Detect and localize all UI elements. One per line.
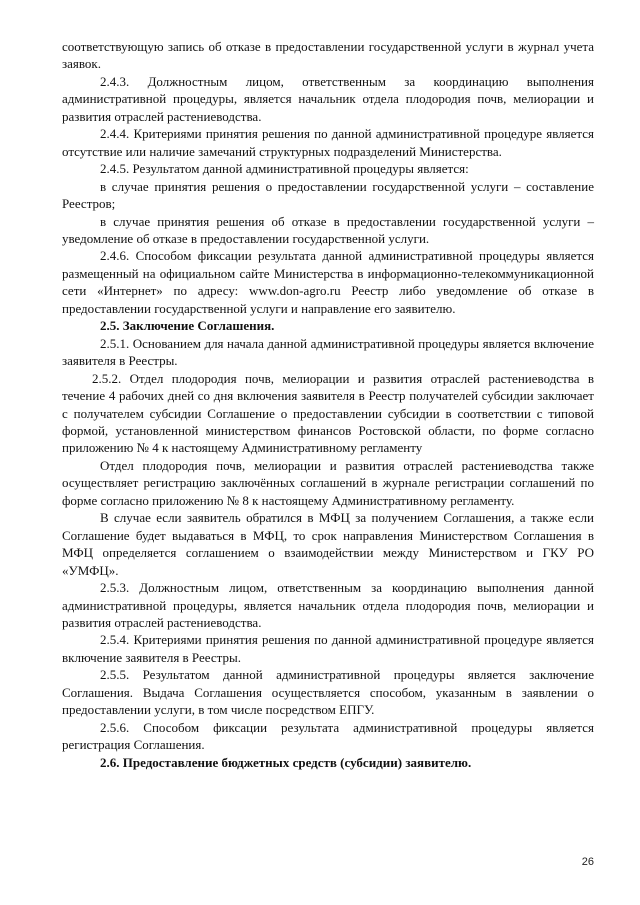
paragraph: 2.5.4. Критериями принятия решения по данной административной процедуре является включение заявителя в Реестры. — [62, 632, 594, 665]
paragraph: 2.5.2. Отдел плодородия почв, мелиорации и развития отраслей растениеводства в течение 4 рабочих дней со дня включения заявителя в Реестр получателей субсидии заключает с получателем субсидии Соглашение о предоставлении субсидии в соответствии с типовой формой, установленной министерством финансов Ростовской области, по форме согласно приложению № 4 к настоящему Административному регламенту — [62, 370, 594, 456]
section-heading: 2.6. Предоставление бюджетных средств (субсидии) заявителю. — [100, 754, 472, 770]
paragraph: 2.5.3. Должностным лицом, ответственным за координацию выполнения данной административной процедуры, является начальник отдела плодородия почв, мелиорации и развития отраслей растениеводства. — [62, 580, 594, 630]
paragraph: 2.4.3. Должностным лицом, ответственным за координацию выполнения административной процедуры, является начальник отдела плодородия почв, мелиорации и развития отраслей растениеводства. — [62, 73, 594, 124]
paragraph: в случае принятия решения об отказе в предоставлении государственной услуги – уведомление об отказе в предоставлении государственной услуги. — [62, 213, 594, 246]
page-number: 26 — [581, 856, 594, 868]
paragraph: Отдел плодородия почв, мелиорации и развития отраслей растениеводства также осуществляет регистрацию заключённых соглашений в журнале регистрации соглашений по форме согласно приложению № 8 к настоящему Административному регламенту. — [62, 457, 594, 508]
paragraph: в случае принятия решения о предоставлении государственной услуги – составление Реестров; — [62, 178, 594, 212]
paragraph: 2.4.6. Способом фиксации результата данной административной процедуры является размещенный на официальном сайте Министерства в информационно-телекоммуникационной сети «Интернет» по адресу: www.don-agro.ru Реестр либо уведомление об отказе в предоставлении государственной услуги и направление его заявителю. — [62, 248, 594, 316]
paragraph: 2.5.1. Основанием для начала данной административной процедуры является включение заявителя в Реестры. — [62, 335, 594, 369]
paragraph: 2.5.5. Результатом данной административной процедуры является заключение Соглашения. Выдача Соглашения осуществляется способом, указанным в заявлении о предоставлении услуги, в том числе посредством ЕПГУ. — [62, 667, 594, 718]
paragraph: соответствующую запись об отказе в предоставлении государственной услуги в журнал учета заявок. — [62, 39, 594, 72]
paragraph: В случае если заявитель обратился в МФЦ за получением Соглашения, а также если Соглашение будет выдаваться в МФЦ, то срок направления Министерством Соглашения в МФЦ определяется соглашением о взаимодействии между Министерством и ГКУ РО «УМФЦ». — [62, 510, 594, 578]
section-heading: 2.5. Заключение Соглашения. — [100, 318, 275, 334]
paragraph: 2.4.4. Критериями принятия решения по данной административной процедуре является отсутствие или наличие замечаний структурных подразделений Министерства. — [62, 126, 594, 159]
paragraph: 2.5.6. Способом фиксации результата административной процедуры является регистрация Соглашения. — [62, 719, 594, 753]
paragraph: 2.4.5. Результатом данной административной процедуры является: — [100, 161, 469, 177]
document-page — [62, 38, 594, 771]
